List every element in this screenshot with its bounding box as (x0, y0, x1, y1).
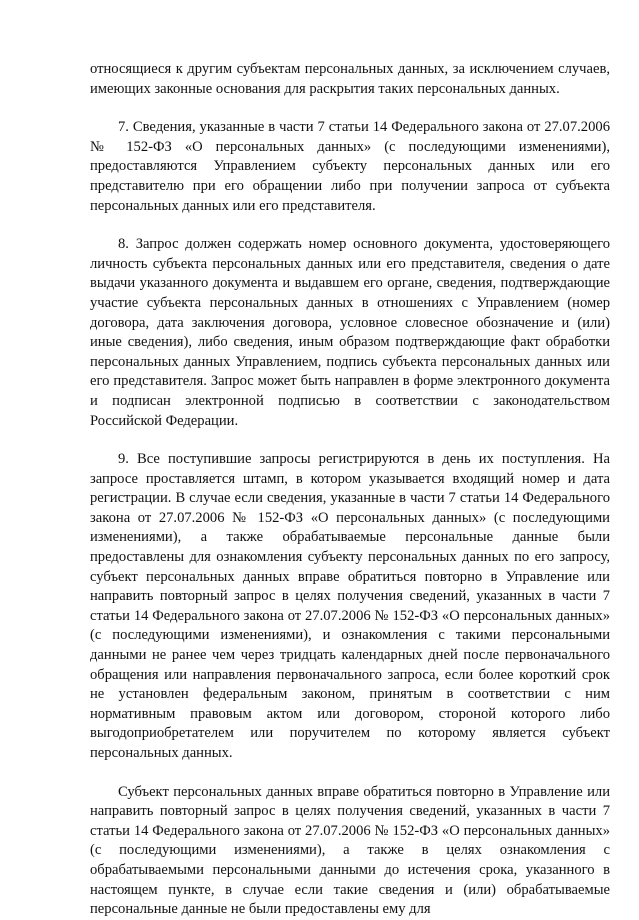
paragraph-9-repeat-request: Субъект персональных данных вправе обратиться повторно в Управление или направить повторный запрос в целях получения сведений, указанных в части 7 статьи 14 Федерального закона от 27.07.2006 № 152-ФЗ «О персональных данных» (с последующими изменениями), а также в целях ознакомления с обрабатываемыми персональными данными до истечения срока, указанного в настоящем пункте, в случае если такие сведения и (или) обрабатываемые персональные данные не были предоставлены ему для (90, 783, 610, 918)
document-body (90, 60, 610, 920)
paragraph-7: 7. Сведения, указанные в части 7 статьи 14 Федерального закона от 27.07.2006 № 152-ФЗ «О персональных данных» (с последующими изменениями), предоставляются Управлением субъекту персональных данных или его представителю при его обращении либо при получении запроса от субъекта персональных данных или его представителя. (90, 119, 610, 214)
paragraph-8: 8. Запрос должен содержать номер основного документа, удостоверяющего личность субъекта персональных данных или его представителя, сведения о дате выдачи указанного документа и выдавшем его органе, сведения, подтверждающие участие субъекта персональных данных в отношениях с Управлением (номер договора, дата заключения договора, условное словесное обозначение и (или) иные сведения), либо сведения, иным образом подтверждающие факт обработки персональных данных Управлением, подпись субъекта персональных данных или его представителя. Запрос может быть направлен в форме электронного документа и подписан электронной подписью в соответствии с законодательством Российской Федерации. (90, 236, 610, 429)
paragraph-continuation: относящиеся к другим субъектам персональных данных, за исключением случаев, имеющих законные основания для раскрытия таких персональных данных. (90, 61, 610, 97)
paragraph-9: 9. Все поступившие запросы регистрируются в день их поступления. На запросе проставляется штамп, в котором указывается входящий номер и дата регистрации. В случае если сведения, указанные в части 7 статьи 14 Федерального закона от 27.07.2006 № 152-ФЗ «О персональных данных» (с последующими изменениями), а также обрабатываемые персональные данные были предоставлены для ознакомления субъекту персональных данных по его запросу, субъект персональных данных вправе обратиться повторно в Управление или направить повторный запрос в целях получения сведений, указанных в части 7 статьи 14 Федерального закона от 27.07.2006 № 152-ФЗ «О персональных данных» (с последующими изменениями), и ознакомления с такими персональными данными не ранее чем через тридцать календарных дней после первоначального обращения или направления первоначального запроса, если более короткий срок не установлен федеральным законом, принятым в соответствии с ним нормативным правовым актом или договором, стороной которого либо выгодоприобретателем или поручителем по которому является субъект персональных данных. (90, 451, 610, 761)
